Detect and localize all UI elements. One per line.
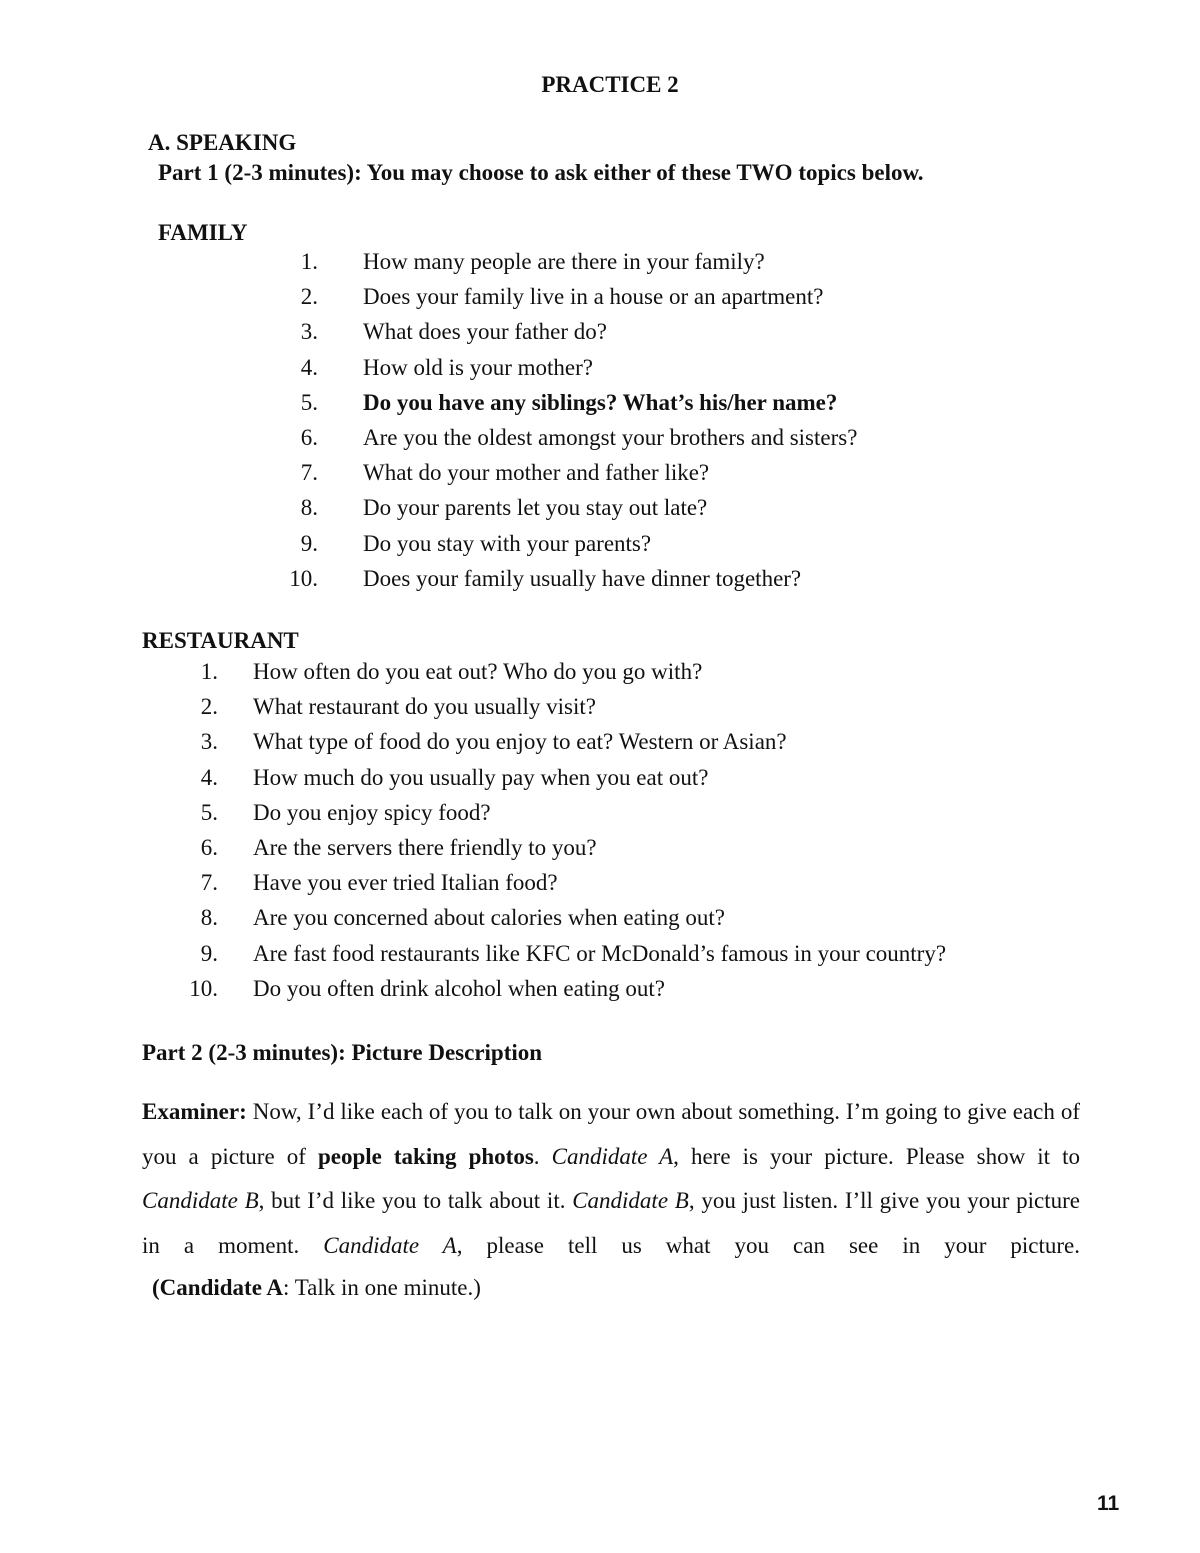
restaurant-question-number: 8. — [200, 905, 218, 931]
restaurant-question-text: What restaurant do you usually visit? — [253, 694, 597, 720]
family-question-number: 4. — [300, 354, 318, 380]
examiner-text-2: . — [533, 1143, 552, 1169]
restaurant-question-text: Are the servers there friendly to you? — [253, 835, 597, 860]
examiner-text-5: , you just listen. I’ll give you your picture in a moment. — [142, 1188, 1080, 1258]
restaurant-topic-heading: RESTAURANT — [142, 628, 299, 653]
note-label: Candidate A — [159, 1275, 284, 1300]
family-question-number: 7. — [300, 460, 318, 486]
restaurant-question-number: 6. — [200, 835, 218, 860]
family-question-text: Do you stay with your parents? — [363, 530, 652, 556]
examiner-text-4: , but I’d like you to talk about it. — [258, 1188, 573, 1213]
restaurant-question-text: How much do you usually pay when you eat out? — [253, 764, 709, 790]
family-question-number: 2. — [300, 284, 318, 310]
family-question-text: Are you the oldest amongst your brothers and sisters? — [363, 425, 858, 450]
examiner-label: Examiner: — [142, 1099, 247, 1124]
family-question-number: 8. — [300, 495, 318, 521]
family-question-number: 3. — [300, 319, 318, 345]
candidate-a-ref: Candidate A — [551, 1143, 674, 1169]
restaurant-question-text: Are you concerned about calories when eating out? — [253, 905, 725, 931]
restaurant-question-text: How often do you eat out? Who do you go with? — [253, 659, 703, 684]
section-heading: A. SPEAKING — [148, 130, 297, 155]
family-question-text: Do you have any siblings? What’s his/her name? — [363, 389, 838, 415]
restaurant-question-number: 4. — [200, 764, 218, 790]
candidate-note — [152, 1275, 481, 1301]
examiner-instructions — [142, 1090, 1080, 1268]
restaurant-question-number: 5. — [200, 799, 218, 825]
family-question-number: 9. — [300, 530, 318, 556]
candidate-b-ref: Candidate B — [572, 1188, 689, 1213]
bold-phrase: people taking photos — [317, 1143, 534, 1169]
restaurant-question-text: Have you ever tried Italian food? — [253, 870, 558, 896]
family-question-text: What does your father do? — [363, 319, 607, 345]
family-question-text: Do your parents let you stay out late? — [363, 495, 708, 521]
family-topic-heading: FAMILY — [158, 220, 248, 245]
candidate-b-ref: Candidate B — [142, 1188, 259, 1213]
page-title: PRACTICE 2 — [541, 72, 679, 97]
restaurant-question-text: Do you often drink alcohol when eating out? — [253, 975, 665, 1001]
restaurant-question-number: 9. — [200, 940, 218, 966]
page-number: 11 — [1097, 1492, 1120, 1515]
note-text: : Talk in one minute.) — [283, 1275, 481, 1300]
part1-heading: Part 1 (2-3 minutes): You may choose to ask either of these TWO topics below. — [158, 160, 924, 185]
examiner-text-1: Now, I’d like each of you to talk on your own about something. I’m going to give each of you a picture of — [142, 1099, 1080, 1169]
examiner-text-6: , please tell us what you can see in your picture. — [456, 1232, 1080, 1258]
candidate-a-ref: Candidate A — [323, 1232, 457, 1258]
restaurant-question-number: 10. — [189, 975, 218, 1001]
family-question-number: 10. — [289, 565, 318, 591]
family-question-number: 6. — [300, 425, 318, 450]
restaurant-question-text: Are fast food restaurants like KFC or McDonald’s famous in your country? — [253, 940, 947, 966]
part2-heading: Part 2 (2-3 minutes): Picture Description — [142, 1040, 543, 1065]
family-question-text: How many people are there in your family? — [363, 249, 765, 274]
family-question-text: What do your mother and father like? — [363, 460, 710, 486]
restaurant-question-number: 2. — [200, 694, 218, 720]
restaurant-question-number: 7. — [200, 870, 218, 896]
family-question-number: 1. — [300, 249, 318, 274]
family-question-text: Does your family live in a house or an apartment? — [363, 284, 824, 310]
examiner-text-3: , here is your picture. Please show it to — [673, 1143, 1081, 1169]
restaurant-question-number: 1. — [200, 659, 218, 684]
restaurant-question-number: 3. — [200, 729, 218, 755]
family-question-text: How old is your mother? — [363, 354, 593, 380]
family-question-text: Does your family usually have dinner together? — [363, 565, 802, 591]
restaurant-question-text: Do you enjoy spicy food? — [253, 799, 491, 825]
note-open: ( — [152, 1275, 160, 1300]
family-question-number: 5. — [300, 389, 318, 415]
restaurant-question-text: What type of food do you enjoy to eat? Western or Asian? — [253, 729, 787, 755]
